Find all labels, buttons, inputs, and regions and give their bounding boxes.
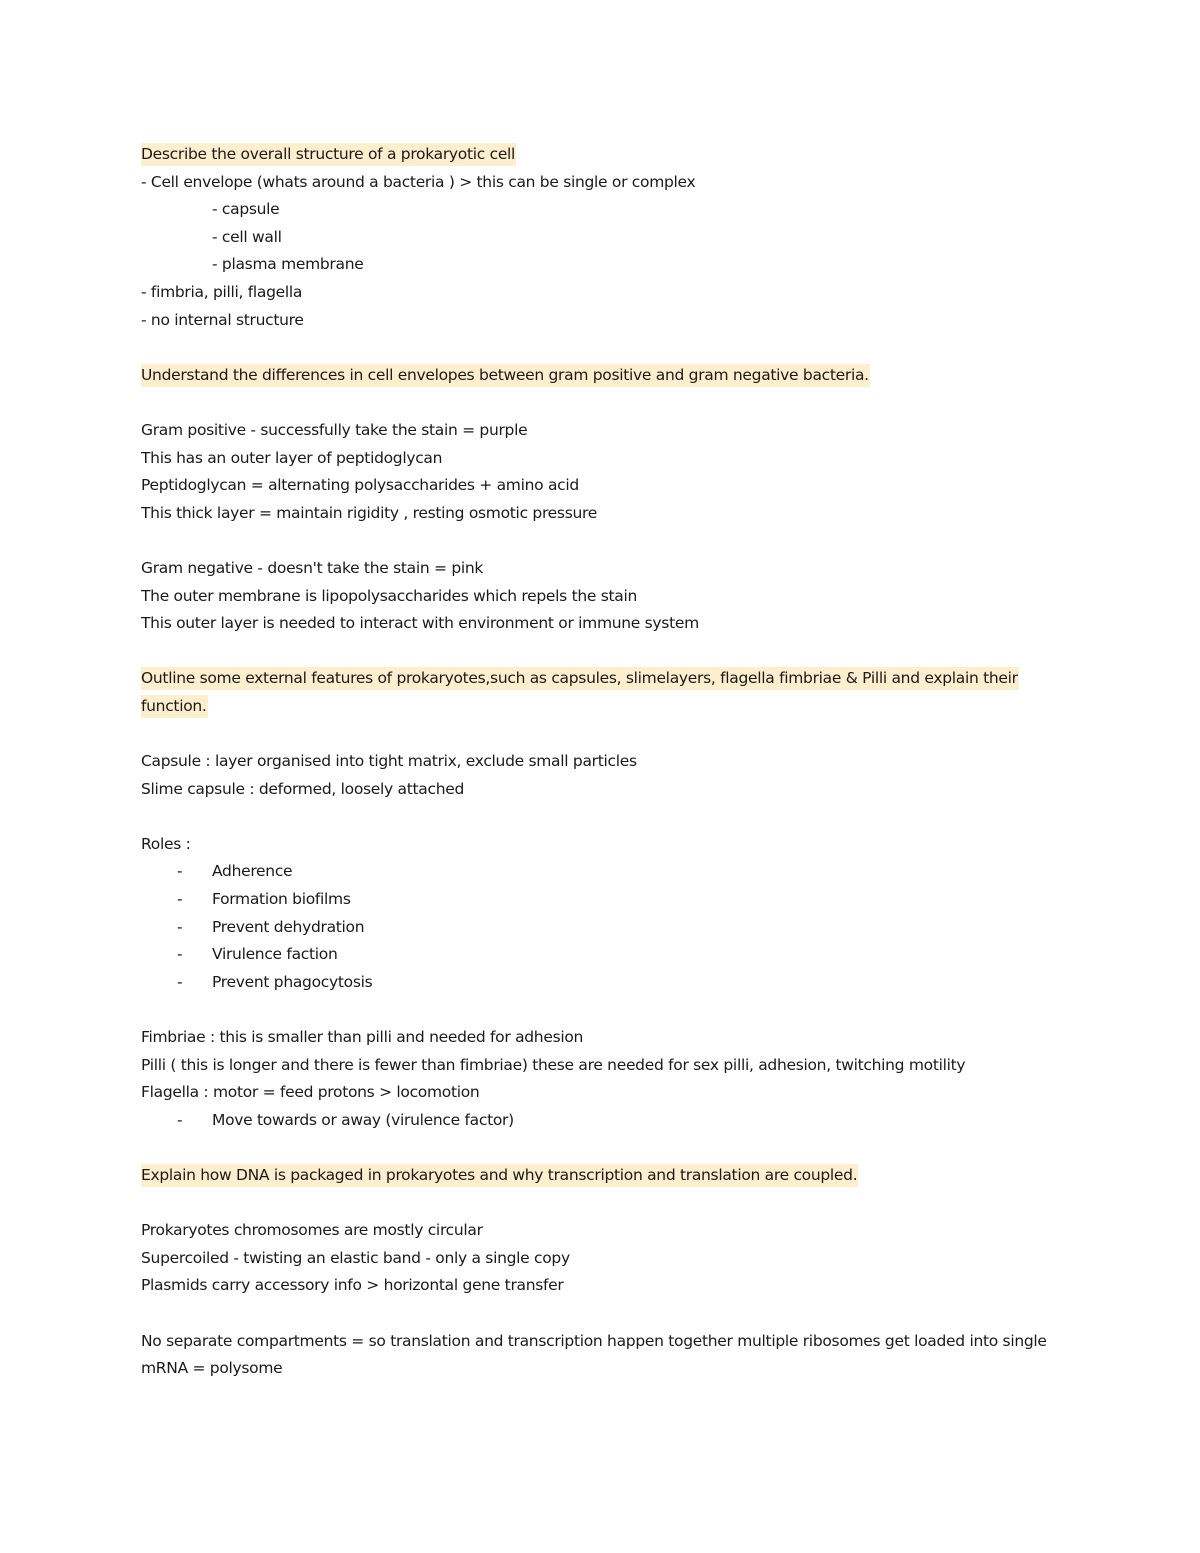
roles-label: Roles : <box>141 834 191 853</box>
text-line: Supercoiled - twisting an elastic band - only a single copy <box>141 1248 570 1267</box>
sublist-item: - capsule <box>212 200 280 219</box>
bullet-dash: - <box>177 890 183 909</box>
spacer <box>141 1300 1051 1328</box>
text-line: Fimbriae : this is smaller than pilli and needed for adhesion <box>141 1028 584 1046</box>
spacer <box>141 389 1051 417</box>
text-line: This outer layer is needed to interact with environment or immune system <box>141 614 699 633</box>
section1-heading: Describe the overall structure of a prokaryotic cell <box>141 143 516 166</box>
text-line: Pilli ( this is longer and there is fewer than fimbriae) these are needed for sex pilli, adhesion, twitching motility <box>141 1055 966 1074</box>
list-item-text: Prevent dehydration <box>212 917 365 936</box>
spacer <box>141 803 1051 831</box>
spacer <box>141 334 1051 362</box>
spacer <box>141 1190 1051 1218</box>
sublist-item: - cell wall <box>212 227 282 246</box>
list-item <box>141 969 1051 997</box>
spacer <box>141 720 1051 748</box>
text-line: Slime capsule : deformed, loosely attached <box>141 779 464 798</box>
section2-heading-line <box>141 362 1051 390</box>
section3-heading: Outline some external features of prokaryotes,such as capsules, slimelayers, flagella fimbriae & Pilli and explain their function. <box>141 667 1019 718</box>
list-item-text: Prevent phagocytosis <box>212 972 373 991</box>
spacer <box>141 996 1051 1024</box>
sublist-item: - plasma membrane <box>212 255 364 274</box>
list-item <box>141 914 1051 942</box>
bullet-dash: - <box>177 862 183 881</box>
list-item <box>141 858 1051 886</box>
section4-heading: Explain how DNA is packaged in prokaryotes and why transcription and translation are coupled. <box>141 1164 858 1187</box>
section1-heading-line <box>141 141 1051 169</box>
text-line: Peptidoglycan = alternating polysaccharides + amino acid <box>141 476 579 495</box>
text-line: This has an outer layer of peptidoglycan <box>141 448 443 467</box>
text-line: Capsule : layer organised into tight matrix, exclude small particles <box>141 752 637 771</box>
list-item <box>141 941 1051 969</box>
text-line: Gram positive - successfully take the stain = purple <box>141 420 528 439</box>
spacer <box>141 638 1051 666</box>
list-item-text: Adherence <box>212 862 293 881</box>
text-line: Prokaryotes chromosomes are mostly circular <box>141 1221 483 1240</box>
text-line: Plasmids carry accessory info > horizontal gene transfer <box>141 1276 564 1295</box>
text-line: - Cell envelope (whats around a bacteria ) > this can be single or complex <box>141 172 696 191</box>
spacer <box>141 527 1051 555</box>
text-line: Gram negative - doesn't take the stain = pink <box>141 558 484 577</box>
document-page <box>141 141 1051 1383</box>
list-item <box>141 1107 1051 1135</box>
section4-heading-line <box>141 1162 1051 1190</box>
text-line: The outer membrane is lipopolysaccharides which repels the stain <box>141 586 638 605</box>
list-item-text: Virulence faction <box>212 945 338 964</box>
paragraph: No separate compartments = so translation and transcription happen together multiple ribosomes get loaded into single mRNA = polysome <box>141 1331 1047 1378</box>
text-line: This thick layer = maintain rigidity , resting osmotic pressure <box>141 503 597 522</box>
list-item <box>141 886 1051 914</box>
text-line: Flagella : motor = feed protons > locomotion <box>141 1083 480 1102</box>
bullet-dash: - <box>177 945 183 964</box>
section2-heading: Understand the differences in cell envelopes between gram positive and gram negative bacteria. <box>141 364 870 387</box>
text-line: - fimbria, pilli, flagella <box>141 282 303 301</box>
bullet-dash: - <box>177 1110 183 1129</box>
text-line: - no internal structure <box>141 310 304 329</box>
bullet-dash: - <box>177 917 183 936</box>
bullet-dash: - <box>177 972 183 991</box>
section3-heading-block <box>141 665 1051 720</box>
list-item-text: Formation biofilms <box>212 890 351 909</box>
list-item-text: Move towards or away (virulence factor) <box>212 1110 514 1129</box>
spacer <box>141 1134 1051 1162</box>
